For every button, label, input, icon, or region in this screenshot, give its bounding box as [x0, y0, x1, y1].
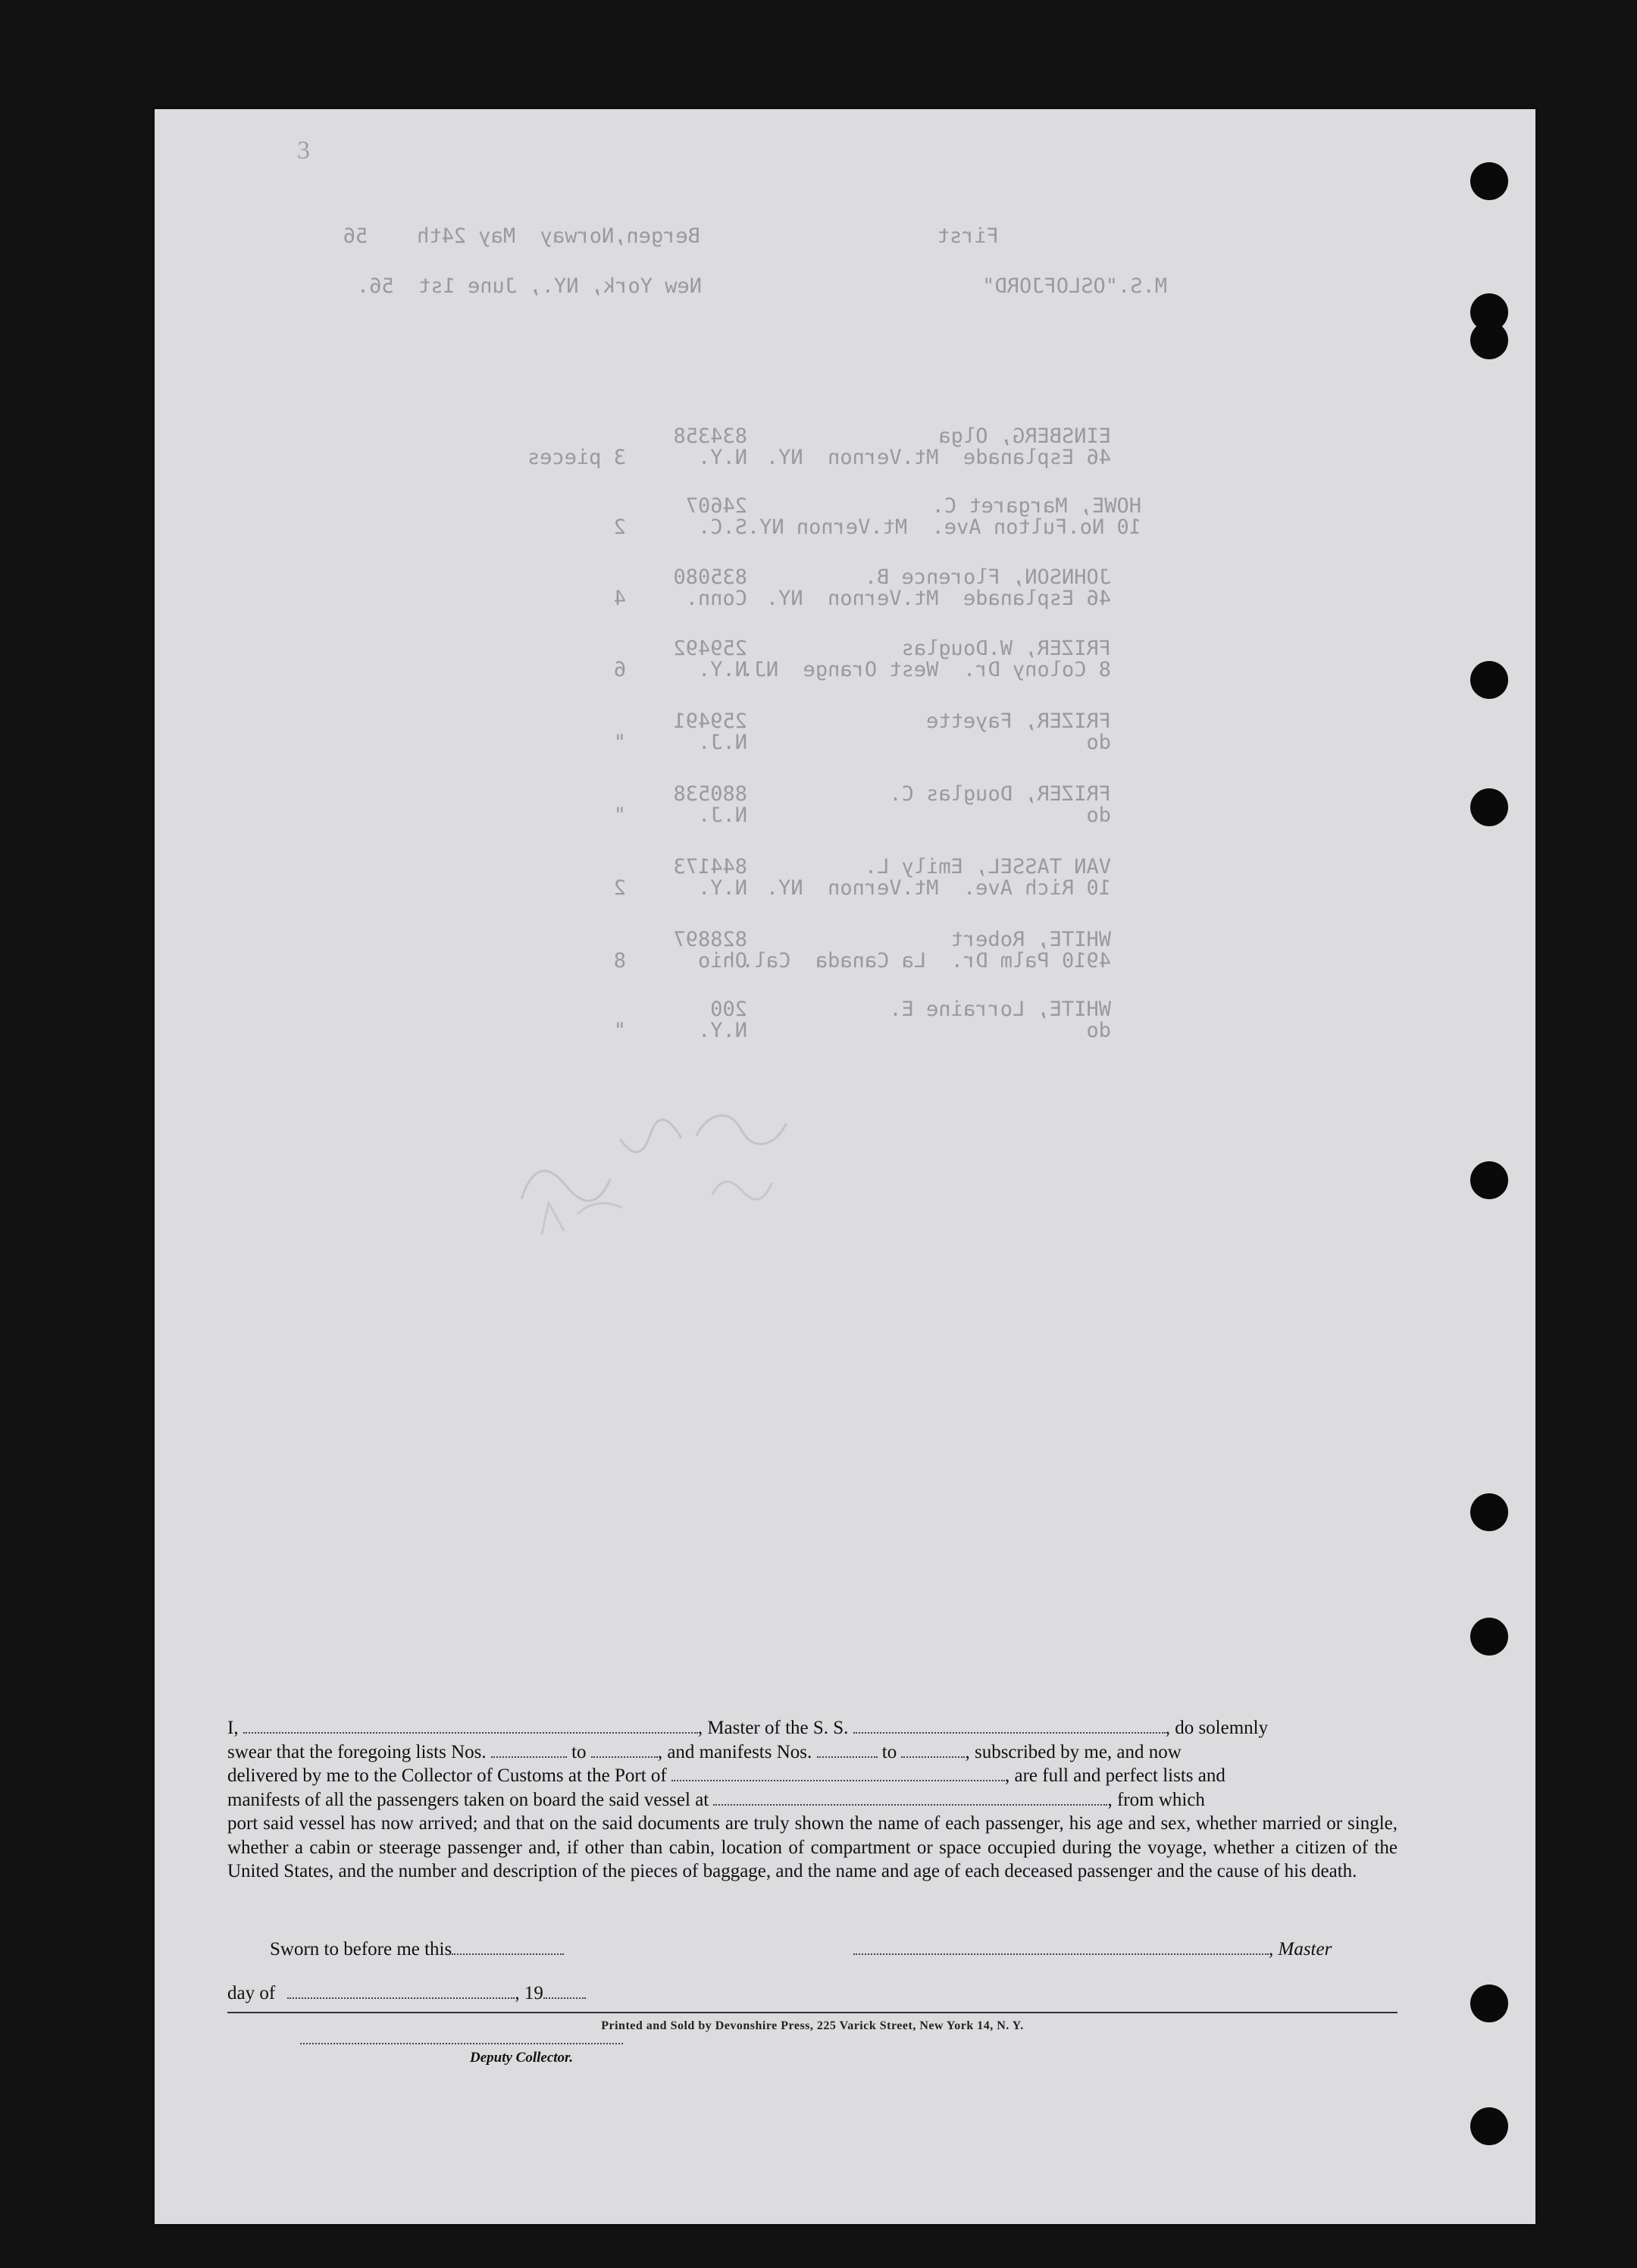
passenger-origin: N.Y.: [697, 446, 747, 469]
oath-text: swear that the foregoing lists Nos.: [227, 1741, 487, 1762]
passenger-name: FRIZER, Douglas C.: [889, 782, 1111, 806]
passenger-origin: N.Y.: [697, 658, 747, 681]
passenger-number: 834358: [673, 424, 747, 448]
passenger-address: 4910 Palm Dr. La Canada Cal.: [741, 949, 1111, 973]
passenger-name: HOWE, Margaret C.: [931, 494, 1141, 518]
passenger-number: 828897: [673, 928, 747, 951]
passenger-origin: Conn.: [685, 587, 747, 610]
passenger-address: do: [1086, 804, 1111, 827]
passenger-baggage: ": [613, 731, 626, 754]
sworn-date-blank[interactable]: [452, 1940, 564, 1955]
sworn-label: Sworn to before me this: [270, 1939, 452, 1959]
day-of-label: day of: [227, 1983, 276, 2003]
port-blank[interactable]: [671, 1766, 1005, 1781]
passenger-number: 259492: [673, 637, 747, 660]
month-blank[interactable]: [287, 1984, 515, 1999]
oath-text: , subscribed by me, and now: [965, 1741, 1182, 1762]
passenger-baggage: ": [613, 804, 626, 827]
passenger-address: do: [1086, 731, 1111, 754]
passenger-origin: Ohio: [697, 949, 747, 973]
departure-port-blank[interactable]: [713, 1790, 1107, 1806]
list-to-blank[interactable]: [591, 1743, 658, 1758]
passenger-name: JOHNSON, Florence B.: [864, 565, 1111, 589]
master-label: , Master: [1269, 1939, 1332, 1959]
passenger-origin: N.Y.: [697, 876, 747, 900]
passenger-baggage: 3 pieces: [527, 446, 626, 469]
passenger-name: WHITE, Lorraine E.: [889, 998, 1111, 1021]
oath-text: , from which: [1107, 1789, 1205, 1810]
passenger-number: 259491: [673, 710, 747, 733]
oath-text: manifests of all the passengers taken on board the said vessel at: [227, 1789, 709, 1810]
passenger-origin: S.C.: [697, 515, 747, 539]
passenger-baggage: 8: [613, 949, 626, 973]
passenger-name: FRIZER, Fayette: [926, 710, 1111, 733]
vessel-name-blank[interactable]: [853, 1718, 1166, 1734]
vessel-name: M.S."OSLOFJORD": [982, 274, 1167, 298]
oath-text: delivered by me to the Collector of Customs at the Port of: [227, 1765, 667, 1786]
oath-text: I,: [227, 1718, 239, 1738]
passenger-baggage: 2: [613, 876, 626, 900]
manifest-page: [155, 109, 1535, 2224]
passenger-number: 835080: [673, 565, 747, 589]
sworn-line: [270, 1939, 564, 1960]
deputy-collector-label: Deputy Collector.: [470, 2050, 574, 2066]
oath-text: , are full and perfect lists and: [1005, 1765, 1225, 1786]
oath-text: , do solemnly: [1165, 1718, 1269, 1738]
year-blank[interactable]: [543, 1984, 586, 1999]
passenger-origin: N.J.: [697, 731, 747, 754]
passenger-number: 844173: [673, 855, 747, 879]
passenger-address: 46 Esplanade Mt.Vernon NY.: [765, 446, 1111, 469]
passenger-baggage: 2: [613, 515, 626, 539]
passenger-baggage: ": [613, 1019, 626, 1042]
passenger-number: 24607: [685, 494, 747, 518]
master-signature: [853, 1939, 1332, 1960]
day-of-line: [227, 1983, 586, 2004]
passenger-origin: N.J.: [697, 804, 747, 827]
bleed-through-text: [155, 109, 1535, 2224]
class-label: First: [937, 224, 999, 248]
passenger-origin: N.Y.: [697, 1019, 747, 1042]
passenger-name: FRIZER, W.Douglas: [901, 637, 1111, 660]
oath-text: port said vessel has now arrived; and that on the said documents are truly shown the name of each passenger, his age and sex, whether married or single, whether a cabin or steerage passenger and, if other than cabin, location of compartment or space occupied during the voyage, whether a citizen of the United States, and the number and description of the pieces of baggage, and the name and age of each deceased passenger and the cause of his death.: [227, 1813, 1398, 1881]
passenger-address: 46 Esplanade Mt.Vernon NY.: [765, 587, 1111, 610]
footer-rule: [227, 2012, 1398, 2013]
printer-credit: Printed and Sold by Devonshire Press, 225 Varick Street, New York 14, N. Y.: [601, 2019, 1024, 2032]
page-number: 3: [297, 136, 310, 164]
to-line: New York, NY., June 1st 56.: [356, 274, 702, 298]
passenger-number: 880538: [673, 782, 747, 806]
passenger-number: 200: [710, 998, 747, 1021]
master-name-blank[interactable]: [243, 1718, 698, 1734]
oath-text: to: [881, 1741, 897, 1762]
oath-text: to: [571, 1741, 587, 1762]
oath-text: , Master of the S. S.: [697, 1718, 849, 1738]
from-line: Bergen,Norway May 24th 56: [343, 224, 700, 248]
manifest-from-blank[interactable]: [817, 1743, 878, 1758]
master-signature-blank[interactable]: [853, 1940, 1269, 1955]
passenger-address: 10 No.Fulton Ave. Mt.Vernon NY.: [747, 515, 1141, 539]
passenger-name: VAN TASSEL, Emily L.: [864, 855, 1111, 879]
year-label: , 19: [515, 1983, 543, 2003]
passenger-address: 10 Rich Ave. Mt.Vernon NY.: [765, 876, 1111, 900]
passenger-name: EINSBERG, Olga: [938, 424, 1111, 448]
oath-text: , and manifests Nos.: [657, 1741, 812, 1762]
list-from-blank[interactable]: [491, 1743, 567, 1758]
manifest-to-blank[interactable]: [901, 1743, 965, 1758]
passenger-baggage: 6: [613, 658, 626, 681]
passenger-address: 8 Colony Dr. West Orange NJ.: [741, 658, 1111, 681]
passenger-baggage: 4: [613, 587, 626, 610]
passenger-address: do: [1086, 1019, 1111, 1042]
passenger-name: WHITE, Robert: [950, 928, 1111, 951]
oath-paragraph: [227, 1716, 1398, 1884]
